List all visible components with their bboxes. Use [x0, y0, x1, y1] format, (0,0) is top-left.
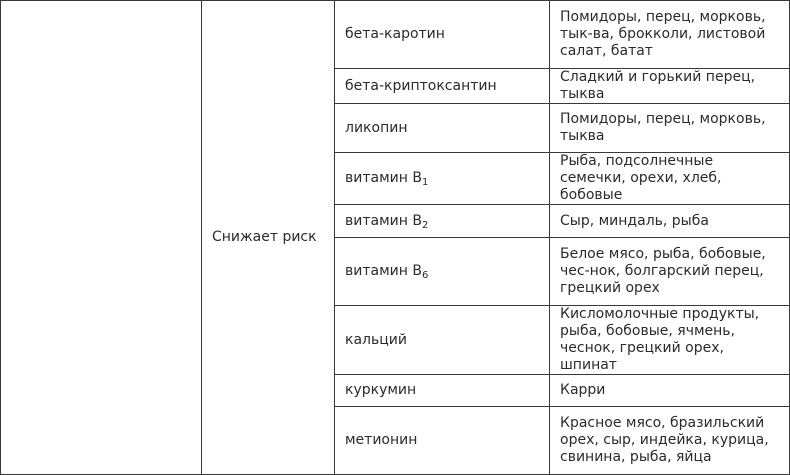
food-sources: Красное мясо, бразильский орех, сыр, индейка, курица, свинина, рыба, яйца — [550, 407, 790, 475]
nutrient-name: метионин — [335, 407, 550, 475]
nutrient-name: витамин $B_2$ — [335, 205, 550, 238]
food-sources: Сладкий и горький перец, тыква — [550, 69, 790, 104]
food-sources: Помидоры, перец, морковь, тыква — [550, 104, 790, 153]
food-sources: Карри — [550, 375, 790, 407]
blank-category-cell — [1, 1, 202, 475]
nutrient-name: кальций — [335, 306, 550, 375]
nutrient-name: ликопин — [335, 104, 550, 153]
food-sources: Рыба, подсолнечные семечки, орехи, хлеб, бобовые — [550, 153, 790, 205]
table-row — [1, 1, 790, 69]
food-sources: Белое мясо, рыба, бобовые, чес-нок, болгарский перец, грецкий орех — [550, 238, 790, 306]
nutrient-name: бета-каротин — [335, 1, 550, 69]
nutrient-name: витамин $B_6$ — [335, 238, 550, 306]
nutrient-name: бета-криптоксантин — [335, 69, 550, 104]
nutrient-name: витамин $B_1$ — [335, 153, 550, 205]
food-sources: Сыр, миндаль, рыба — [550, 205, 790, 238]
food-sources: Кисломолочные продукты, рыба, бобовые, ячмень, чеснок, грецкий орех, шпинат — [550, 306, 790, 375]
food-sources: Помидоры, перец, морковь, тык-ва, брокколи, листовой салат, батат — [550, 1, 790, 69]
effect-label: Снижает риск — [202, 1, 335, 475]
nutrient-name: куркумин — [335, 375, 550, 407]
